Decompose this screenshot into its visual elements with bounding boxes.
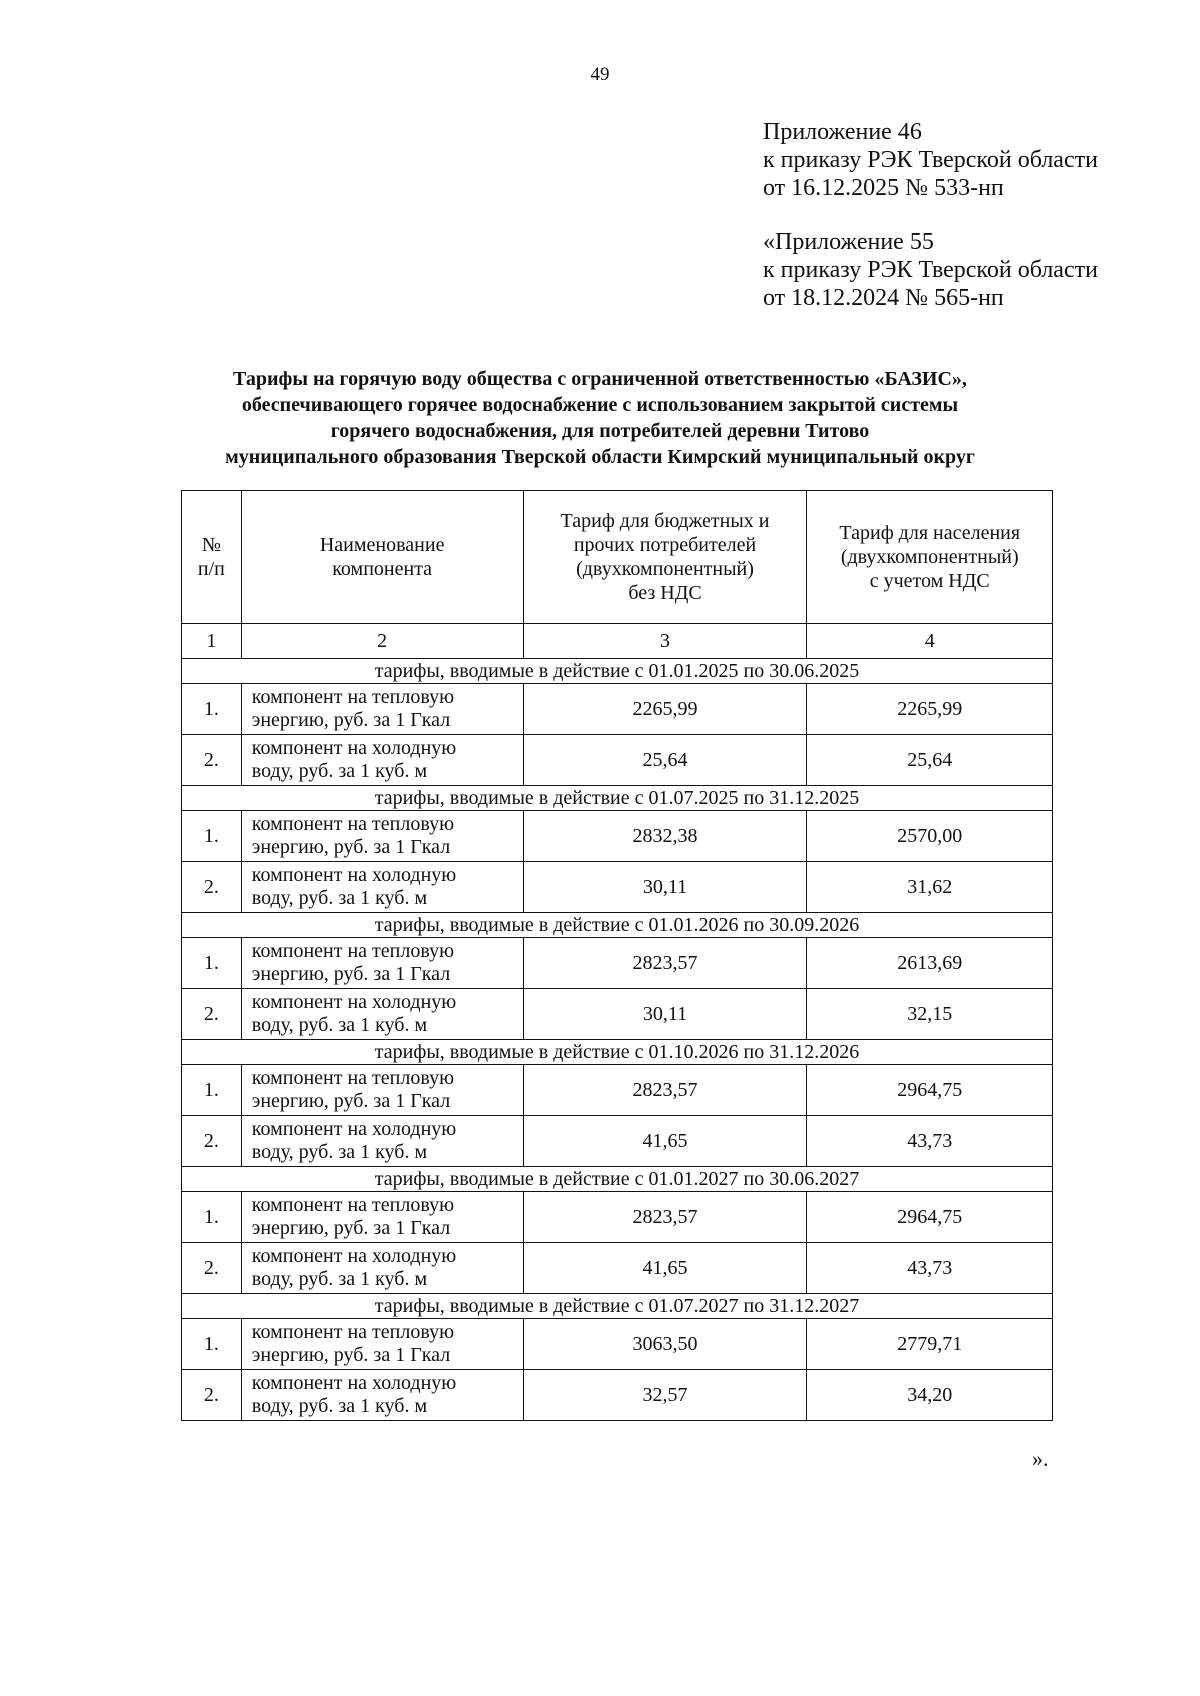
period-row: [182, 659, 1053, 684]
row-number: 2.: [182, 1243, 242, 1294]
component-name-line: воду, руб. за 1 куб. м: [251, 1395, 428, 1417]
table-row: [182, 811, 1053, 862]
budget-tariff-value: 30,11: [523, 989, 807, 1040]
page-number: 49: [590, 64, 610, 85]
component-name-line: энергию, руб. за 1 Гкал: [251, 1090, 451, 1112]
component-name-line: воду, руб. за 1 куб. м: [251, 1268, 428, 1290]
budget-tariff-value: 2823,57: [523, 938, 807, 989]
component-name-line: воду, руб. за 1 куб. м: [251, 760, 428, 782]
row-number: 1.: [182, 938, 242, 989]
period-label: тарифы, вводимые в действие с 01.10.2026 по 31.12.2026: [182, 1040, 1053, 1065]
component-name-line: компонент на тепловую: [251, 1194, 455, 1216]
budget-tariff-value: 3063,50: [523, 1319, 807, 1370]
row-number: 2.: [182, 989, 242, 1040]
component-name: [241, 862, 523, 913]
table-row: [182, 1370, 1053, 1421]
table-row: [182, 1192, 1053, 1243]
component-name-line: компонент на холодную: [251, 991, 457, 1013]
period-label: тарифы, вводимые в действие с 01.07.2025 по 31.12.2025: [182, 786, 1053, 811]
component-name-line: компонент на тепловую: [251, 686, 455, 708]
tariff-table: [181, 490, 1053, 1421]
budget-tariff-value: 2265,99: [523, 684, 807, 735]
population-tariff-value: 43,73: [807, 1116, 1053, 1167]
component-name-line: компонент на холодную: [251, 1372, 457, 1394]
table-row: [182, 1116, 1053, 1167]
row-number: 2.: [182, 735, 242, 786]
period-row: [182, 1294, 1053, 1319]
header-budget-tariff: Тариф для бюджетных и прочих потребителей (двухкомпонентный) без НДС: [523, 491, 807, 624]
budget-tariff-value: 32,57: [523, 1370, 807, 1421]
period-label: тарифы, вводимые в действие с 01.07.2027 по 31.12.2027: [182, 1294, 1053, 1319]
period-label: тарифы, вводимые в действие с 01.01.2025 по 30.06.2025: [182, 659, 1053, 684]
population-tariff-value: 34,20: [807, 1370, 1053, 1421]
component-name: [241, 1243, 523, 1294]
population-tariff-value: 2964,75: [807, 1065, 1053, 1116]
component-name: [241, 1370, 523, 1421]
row-number: 2.: [182, 1116, 242, 1167]
component-name: [241, 684, 523, 735]
table-row: [182, 1243, 1053, 1294]
appendix-line: к приказу РЭК Тверской области: [763, 257, 1098, 283]
column-index: 3: [523, 624, 807, 659]
row-number: 1.: [182, 1319, 242, 1370]
period-row: [182, 913, 1053, 938]
header-name: Наименование компонента: [241, 491, 523, 624]
header-num: № п/п: [182, 491, 242, 624]
table-header-row: [182, 491, 1053, 624]
budget-tariff-value: 41,65: [523, 1116, 807, 1167]
population-tariff-value: 31,62: [807, 862, 1053, 913]
period-row: [182, 786, 1053, 811]
row-number: 1.: [182, 1065, 242, 1116]
component-name-line: энергию, руб. за 1 Гкал: [251, 709, 451, 731]
row-number: 1.: [182, 811, 242, 862]
title-line: обеспечивающего горячее водоснабжение с использованием закрытой системы: [241, 394, 959, 416]
component-name-line: компонент на тепловую: [251, 1067, 455, 1089]
component-name-line: воду, руб. за 1 куб. м: [251, 1141, 428, 1163]
component-name-line: компонент на холодную: [251, 737, 457, 759]
component-name-line: энергию, руб. за 1 Гкал: [251, 836, 451, 858]
budget-tariff-value: 30,11: [523, 862, 807, 913]
population-tariff-value: 2265,99: [807, 684, 1053, 735]
population-tariff-value: 43,73: [807, 1243, 1053, 1294]
population-tariff-value: 2570,00: [807, 811, 1053, 862]
period-row: [182, 1040, 1053, 1065]
appendix-line: от 16.12.2025 № 533-нп: [763, 175, 1004, 201]
component-name: [241, 735, 523, 786]
document-title: [140, 366, 1060, 470]
table-row: [182, 1065, 1053, 1116]
population-tariff-value: 25,64: [807, 735, 1053, 786]
header-population-tariff: Тариф для населения (двухкомпонентный) с учетом НДС: [807, 491, 1053, 624]
appendix-reference-previous: [763, 228, 1098, 312]
component-name-line: компонент на тепловую: [251, 1321, 455, 1343]
component-name: [241, 811, 523, 862]
population-tariff-value: 2613,69: [807, 938, 1053, 989]
period-label: тарифы, вводимые в действие с 01.01.2027 по 30.06.2027: [182, 1167, 1053, 1192]
period-label: тарифы, вводимые в действие с 01.01.2026 по 30.09.2026: [182, 913, 1053, 938]
column-index: 4: [807, 624, 1053, 659]
row-number: 1.: [182, 1192, 242, 1243]
component-name-line: энергию, руб. за 1 Гкал: [251, 1217, 451, 1239]
column-index: 1: [182, 624, 242, 659]
closing-quote-mark: ».: [1032, 1446, 1049, 1471]
table-row: [182, 1319, 1053, 1370]
component-name: [241, 1192, 523, 1243]
component-name-line: компонент на тепловую: [251, 940, 455, 962]
period-row: [182, 1167, 1053, 1192]
budget-tariff-value: 2823,57: [523, 1192, 807, 1243]
table-row: [182, 862, 1053, 913]
table-row: [182, 938, 1053, 989]
component-name: [241, 1065, 523, 1116]
title-line: Тарифы на горячую воду общества с ограниченной ответственностью «БАЗИС»,: [233, 368, 967, 390]
row-number: 1.: [182, 684, 242, 735]
appendix-line: к приказу РЭК Тверской области: [763, 147, 1098, 173]
population-tariff-value: 2779,71: [807, 1319, 1053, 1370]
component-name-line: компонент на тепловую: [251, 813, 455, 835]
title-line: муниципального образования Тверской области Кимрский муниципальный округ: [225, 446, 975, 468]
budget-tariff-value: 2832,38: [523, 811, 807, 862]
appendix-reference-current: [763, 118, 1098, 202]
table-row: [182, 735, 1053, 786]
component-name: [241, 989, 523, 1040]
component-name-line: воду, руб. за 1 куб. м: [251, 887, 428, 909]
component-name-line: энергию, руб. за 1 Гкал: [251, 1344, 451, 1366]
component-name: [241, 1116, 523, 1167]
column-index-row: [182, 624, 1053, 659]
budget-tariff-value: 25,64: [523, 735, 807, 786]
component-name-line: энергию, руб. за 1 Гкал: [251, 963, 451, 985]
row-number: 2.: [182, 862, 242, 913]
column-index: 2: [241, 624, 523, 659]
appendix-line: от 18.12.2024 № 565-нп: [763, 285, 1004, 311]
appendix-line: «Приложение 55: [763, 229, 934, 255]
component-name: [241, 1319, 523, 1370]
budget-tariff-value: 2823,57: [523, 1065, 807, 1116]
table-row: [182, 989, 1053, 1040]
appendix-line: Приложение 46: [763, 119, 922, 145]
title-line: горячего водоснабжения, для потребителей деревни Титово: [330, 420, 870, 442]
component-name-line: компонент на холодную: [251, 1118, 457, 1140]
component-name: [241, 938, 523, 989]
row-number: 2.: [182, 1370, 242, 1421]
population-tariff-value: 2964,75: [807, 1192, 1053, 1243]
population-tariff-value: 32,15: [807, 989, 1053, 1040]
budget-tariff-value: 41,65: [523, 1243, 807, 1294]
table-row: [182, 684, 1053, 735]
component-name-line: воду, руб. за 1 куб. м: [251, 1014, 428, 1036]
component-name-line: компонент на холодную: [251, 864, 457, 886]
component-name-line: компонент на холодную: [251, 1245, 457, 1267]
